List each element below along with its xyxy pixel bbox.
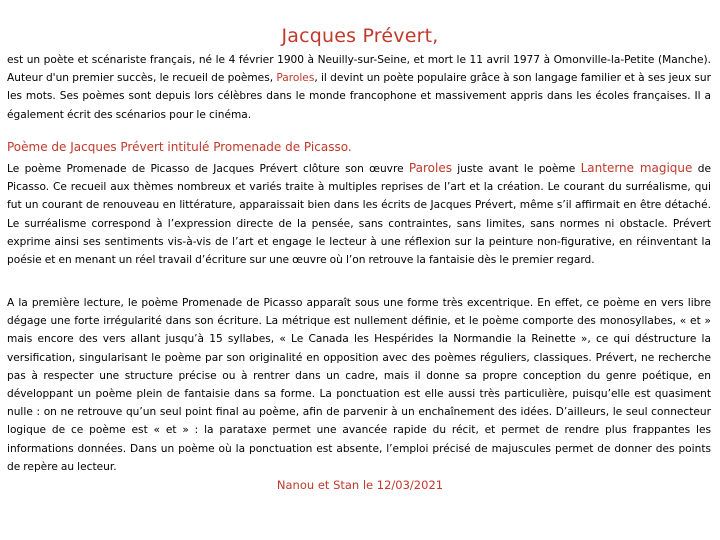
paroles-highlight-2: Paroles: [408, 161, 452, 175]
bio-text-start: est un poète et scénariste français, né le 4 février 1900 à Neuilly-sur-Seine, et mort le 11 avril 1977 à Omonville-la-Petite (Manche). Auteur d'un premier succès, le recueil de poèmes,: [7, 54, 711, 85]
analysis1-text-start: Le poème Promenade de Picasso de Jacques Prévert clôture son œuvre: [7, 163, 409, 175]
paroles-highlight: Paroles: [276, 72, 315, 85]
analysis-paragraph-2: A la première lecture, le poème Promenade de Picasso apparaît sous une forme très excentrique. En effet, ce poème en vers libre dégage une forte irrégularité dans son écriture. La métrique est nullement définie, et le poème comporte des monosyllabes, « et » mais encore des vers allant jusqu’à 15 syllabes, « Le Canada les Hespérides la Normandie la Reinette », ce qui déstructure la versification, singularisant le poème par son originalité en opposition avec des poèmes réguliers, classiques. Prévert, ne recherche pas à respecter une structure précise ou à rentrer dans un cadre, mais il donne sa propre conception du genre poétique, en développant un poème plein de fantaisie dans sa forme. La ponctuation est elle aussi très particulière, puisqu’elle est quasiment nulle : on ne retrouve qu’un seul point final au poème, afin de parvenir à un enchaînement des idées. D’ailleurs, le seul connecteur logique de ce poème est « et » : la parataxe permet une avancée rapide du récit, et permet de rendre plus frappantes les informations données. Dans un poème où la ponctuation est absente, l’emploi précisé de majuscules permet de donner des points de repère au lecteur.: [7, 297, 711, 473]
poem-heading: Poème de Jacques Prévert intitulé Promenade de Picasso.: [7, 140, 352, 154]
page-title: Jacques Prévert,: [281, 25, 439, 47]
biography-paragraph: [7, 51, 711, 124]
lanterne-magique-highlight: Lanterne magique: [580, 161, 693, 175]
bio-text-end: , il devint un poète populaire grâce à son langage familier et à ses jeux sur les mots. Ses poèmes sont depuis lors célèbres dans le monde francophone et massivement appris dans les écoles françaises. Il a également écrit des scénarios pour le cinéma.: [7, 72, 711, 121]
signature: Nanou et Stan le 12/03/2021: [276, 478, 444, 492]
analysis1-text-middle: juste avant le poème: [451, 163, 581, 175]
analysis1-text-end: de Picasso. Ce recueil aux thèmes nombreux et variés traite à multiples reprises de l’art et la création. Le courant du surréalisme, qui fut un courant de renouveau en littérature, apparaissait bien dans les écrits de Jacques Prévert, même s’il affirmait en être détaché. Le surréalisme correspond à l’expression directe de la pensée, sans contraintes, sans limites, sans normes ni obstacle. Prévert exprime ainsi ses sentiments vis-à-vis de l’art et engage le lecteur à une réflexion sur la peinture non-figurative, en réinventant la poésie et en menant un réel travail d’écriture sur une œuvre où l’on retrouve la fantaisie dès le premier regard.: [7, 163, 711, 267]
analysis-paragraph-1: [7, 159, 711, 269]
